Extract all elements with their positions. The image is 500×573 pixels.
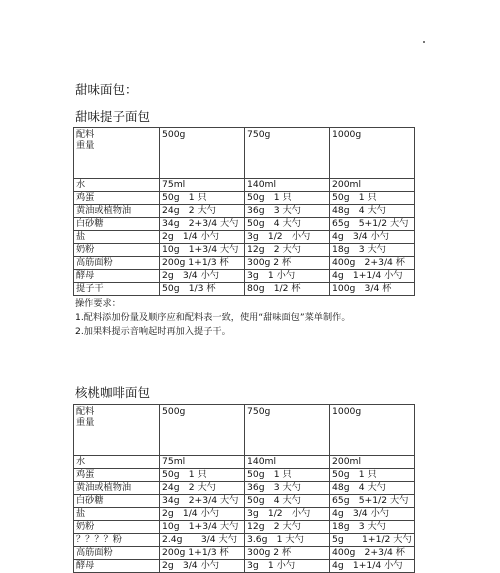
- amount-750g: 3.6g 1 大勺: [245, 534, 330, 547]
- table-row: [74, 482, 415, 495]
- instruction-line-1: 1.配料添加份量及顺序应和配料表一致，使用“甜味面包”菜单制作。: [75, 312, 351, 323]
- header-500g: 500g: [160, 405, 245, 456]
- amount-750g: 3g 1/2 小勺: [245, 508, 330, 521]
- table-row: [74, 547, 415, 560]
- recipe1-title: 甜味提子面包: [75, 109, 151, 124]
- table-row: [74, 456, 415, 469]
- amount-1000g: 48g 4 大勺: [330, 482, 415, 495]
- amount-500g: 2g 3/4 小勺: [160, 560, 245, 573]
- amount-1000g: 65g 5+1/2 大勺: [330, 218, 415, 231]
- amount-500g: 75ml: [160, 456, 245, 469]
- amount-750g: 140ml: [245, 456, 330, 469]
- ingredient-cell: 奶粉: [74, 521, 160, 534]
- amount-1000g: 4g 1+1/4 小勺: [330, 270, 415, 283]
- amount-1000g: 48g 4 大勺: [330, 205, 415, 218]
- table-row: [74, 257, 415, 270]
- instruction-line-2: 2.加果料提示音响起时再加入提子干。: [75, 326, 231, 337]
- amount-750g: 50g 1 只: [245, 192, 330, 205]
- amount-1000g: 200ml: [330, 179, 415, 192]
- recipe2-title: 核桃咖啡面包: [75, 385, 151, 400]
- table-row: [74, 534, 415, 547]
- amount-750g: 3g 1/2 小勺: [245, 231, 330, 244]
- table-row: [74, 560, 415, 573]
- amount-500g: 24g 2 大勺: [160, 205, 245, 218]
- amount-1000g: 4g 1+1/4 小勺: [330, 560, 415, 573]
- instructions-heading: 操作要求：: [75, 298, 121, 309]
- ingredient-cell: 白砂糖: [74, 495, 160, 508]
- header-500g: 500g: [160, 128, 245, 179]
- amount-750g: 80g 1/2 杯: [245, 283, 330, 296]
- header-ingredient-cell: [74, 405, 160, 456]
- ingredient-cell: 鸡蛋: [74, 192, 160, 205]
- ingredient-cell: 酵母: [74, 560, 160, 573]
- amount-500g: 2g 1/4 小勺: [160, 231, 245, 244]
- ingredient-cell: 盐: [74, 231, 160, 244]
- amount-750g: 50g 4 大勺: [245, 495, 330, 508]
- amount-1000g: 50g 1 只: [330, 192, 415, 205]
- amount-1000g: 200ml: [330, 456, 415, 469]
- header-1000g: 1000g: [330, 405, 415, 456]
- header-1000g: 1000g: [330, 128, 415, 179]
- ingredient-cell: ？？？？粉: [74, 534, 160, 547]
- ingredient-cell: 盐: [74, 508, 160, 521]
- amount-750g: 140ml: [245, 179, 330, 192]
- amount-1000g: 400g 2+3/4 杯: [330, 257, 415, 270]
- ingredient-cell: 酵母: [74, 270, 160, 283]
- ingredient-cell: 白砂糖: [74, 218, 160, 231]
- amount-500g: 10g 1+3/4 大勺: [160, 521, 245, 534]
- amount-1000g: 18g 3 大勺: [330, 521, 415, 534]
- amount-1000g: 100g 3/4 杯: [330, 283, 415, 296]
- amount-500g: 2g 1/4 小勺: [160, 508, 245, 521]
- header-weight: 重量: [76, 140, 95, 151]
- ingredient-cell: 高筋面粉: [74, 547, 160, 560]
- amount-750g: 3g 1 小勺: [245, 270, 330, 283]
- section-heading: 甜味面包：: [75, 82, 138, 97]
- amount-1000g: 65g 5+1/2 大勺: [330, 495, 415, 508]
- table-row: [74, 508, 415, 521]
- header-750g: 750g: [245, 405, 330, 456]
- ingredient-cell: 黄油或植物油: [74, 482, 160, 495]
- amount-500g: 2.4g 3/4 大勺: [160, 534, 245, 547]
- amount-500g: 50g 1/3 杯: [160, 283, 245, 296]
- header-ingredient: 配料: [76, 129, 95, 140]
- header-weight: 重量: [76, 417, 95, 428]
- amount-500g: 34g 2+3/4 大勺: [160, 495, 245, 508]
- amount-500g: 200g 1+1/3 杯: [160, 257, 245, 270]
- ingredient-cell: 鸡蛋: [74, 469, 160, 482]
- ingredient-cell: 提子干: [74, 283, 160, 296]
- table-row: [74, 231, 415, 244]
- amount-750g: 50g 4 大勺: [245, 218, 330, 231]
- amount-500g: 200g 1+1/3 杯: [160, 547, 245, 560]
- table-row: [74, 205, 415, 218]
- amount-1000g: 400g 2+3/4 杯: [330, 547, 415, 560]
- recipe1-table: [73, 127, 415, 296]
- header-750g: 750g: [245, 128, 330, 179]
- amount-500g: 10g 1+3/4 大勺: [160, 244, 245, 257]
- amount-750g: 3g 1 小勺: [245, 560, 330, 573]
- amount-750g: 300g 2 杯: [245, 257, 330, 270]
- amount-750g: 12g 2 大勺: [245, 244, 330, 257]
- ingredient-cell: 奶粉: [74, 244, 160, 257]
- amount-750g: 50g 1 只: [245, 469, 330, 482]
- recipe2-table: [73, 404, 415, 573]
- table-header-row: [74, 128, 415, 179]
- amount-1000g: 4g 3/4 小勺: [330, 231, 415, 244]
- amount-500g: 50g 1 只: [160, 192, 245, 205]
- amount-1000g: 50g 1 只: [330, 469, 415, 482]
- table-row: [74, 469, 415, 482]
- header-ingredient: 配料: [76, 406, 95, 417]
- table-header-row: [74, 405, 415, 456]
- ingredient-cell: 水: [74, 179, 160, 192]
- table-row: [74, 179, 415, 192]
- table-row: [74, 192, 415, 205]
- ingredient-cell: 水: [74, 456, 160, 469]
- ingredient-cell: 黄油或植物油: [74, 205, 160, 218]
- amount-500g: 24g 2 大勺: [160, 482, 245, 495]
- amount-500g: 50g 1 只: [160, 469, 245, 482]
- amount-1000g: 4g 3/4 小勺: [330, 508, 415, 521]
- amount-750g: 12g 2 大勺: [245, 521, 330, 534]
- table-row: [74, 218, 415, 231]
- page-dot: [423, 41, 425, 43]
- amount-1000g: 5g 1+1/2 大勺: [330, 534, 415, 547]
- table-row: [74, 495, 415, 508]
- header-ingredient-cell: [74, 128, 160, 179]
- amount-500g: 34g 2+3/4 大勺: [160, 218, 245, 231]
- table-row: [74, 283, 415, 296]
- amount-1000g: 18g 3 大勺: [330, 244, 415, 257]
- amount-500g: 2g 3/4 小勺: [160, 270, 245, 283]
- amount-750g: 300g 2 杯: [245, 547, 330, 560]
- amount-750g: 36g 3 大勺: [245, 482, 330, 495]
- table-row: [74, 270, 415, 283]
- table-row: [74, 244, 415, 257]
- amount-750g: 36g 3 大勺: [245, 205, 330, 218]
- table-row: [74, 521, 415, 534]
- ingredient-cell: 高筋面粉: [74, 257, 160, 270]
- amount-500g: 75ml: [160, 179, 245, 192]
